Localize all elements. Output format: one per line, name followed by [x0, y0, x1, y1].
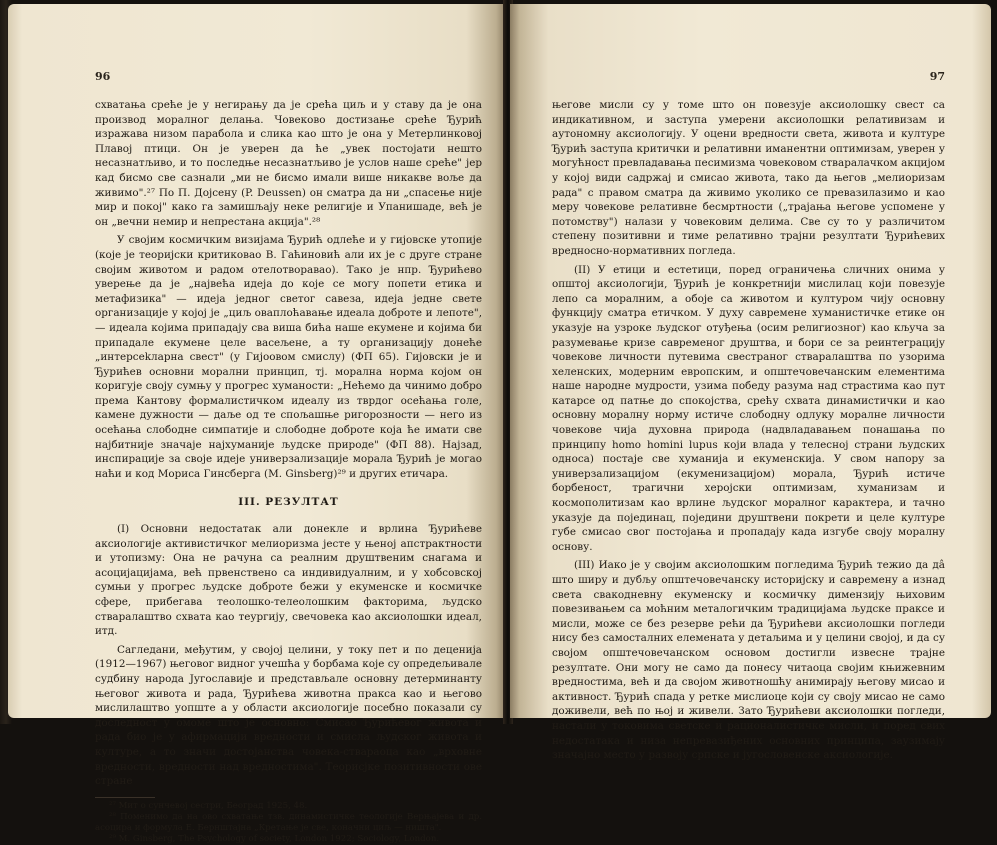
paragraph: (III) Иако је у својим аксиолошким погледима Ђурић тежио да дâ што ширу и дубљу општечовечанску историјску и савремену а изнад света свакодневну екуменску и космичку димензију њиховим повезивањем са моћним металогичким традицијама људске праксе и мисли, може се без резерве рећи да Ђурићеви аксиолошки погледи нису без самосталних елемената у детаљима и у целини својој, и да су својом општечовечанском основом достигли извесне трајне резултате. Они могу не само да понесу читаоца својим књижевним вредностима, већ и да својом животношћу анимирају његову мисао и активност. Ђурић спада у ретке мислиоце који су своју мисао не само доживели, већ по њој и живели. Зато Ђурићеви аксиолошки погледи, настали у токовима светске и рационалистичке мисли, и поред свих недостатака и низа непревазиђених основних принципа, заузимају значајно место у развоју српске и југословенске аксиологије.	[552, 559, 945, 762]
right-page	[510, 4, 991, 762]
paragraph: Сагледани, међутим, у својој целини, у току пет и по деценија (1912—1967) његовог видног учешћа у борбама које су опредељивале судбину народа Југославије и представљале основну детерминанту његовог живота и рада, Ђурићева животна пракса као и његово мислилаштво уопште а у области аксиологије посебно показали су доследност у омоме што је основно: Смисао Ђурићевог живота и рада био је у афирмацији вредности и смисла људског живота и културе, а то значи достојанства човека-ствараоца као „врховне вредности, вредности над вредностима". Теорисјке позитивности ове стране	[95, 643, 482, 788]
page-number-right: 97	[929, 70, 945, 83]
section-heading: III. РЕЗУЛТАТ	[238, 496, 339, 509]
paragraph: (II) У етици и естетици, поред ограничења сличних онима у општој аксиологији, Ђурић је конкретнији мислилац који повезује лепо са моралним, а обоје са животом и културом чију основну функцију сматра етичком. У духу савремене хуманистичке етике он указује на узроке људског отуђења (осим религиозног) као кључа за разумевање кризе савременог друштва, и бори се за реинтеграцију човекове личности путевима свестраног стваралаштва по узорима хеленских, модерним европским, и општечовечанским елементима наше народне мудрости, узима победу разума над страстима као пут катарсе од патње до спокојства, срећу схвата динамистички и као основну моралну норму истиче слободну одлуку моралне личности човекове чија духовна природа (надвладавањем понашања по принципу homo homini lupus који влада у телесној страни људских односа) постаје све хуманија и екуменскија. У свом напору за универзализацијом (екуменизацијом) морала, Ђурић истиче борбеност, трагични херојски оптимизам, хуманизам и космополитизам као врлине људског моралног карактера, и тачно указује да појединац, поједини друштвени покрети и целе културе губе смисао свог постојања и пропадају када изгубе своју моралну основу.	[552, 263, 945, 553]
paragraph: (I) Основни недостатак али донекле и врлина Ђурићеве аксиологије активистичког мелиоризма јесте у њеној апстрактности и утопизму: Она не рачуна са реалним друштвеним снагама и асоцијацијама, већ првенствено са индивидуалним, и у хобсовској сумњи у прогрес људске доброте бежи у екуменске и космичке сфере, прибегава теолошко-телеолошким факторима, људско стваралаштво схвата као теургију, свечовека као аксиолошки идеал, итд.	[95, 523, 482, 638]
footnote-divider	[95, 797, 155, 798]
footnote: ²⁹ M. Ginsberg, The Psychology of society, London 1922; Sociology, London.	[109, 833, 440, 844]
right-body-text	[552, 98, 945, 763]
paragraph: У својим космичким визијама Ђурић одлеће и у гијовске утопије (које је теоријски критиковао В. Гаћиновић али их је с друге стране својим животом и радом отелотворавао). Тако је нпр. Ђурићево уверење да је „највећа идеја до које се могу попети етика и метафизика" — идеја једног светог савеза, идеја једне свете организације у којој је „циљ оваплоћавање идеала доброте и лепоте", — идеала којима припадају сва виша бића наше екумене и којима би припадале екумене целе васељене, а ту организацију донеће „интерсеkларна свест" (у Гијоовом смислу) (ФП 65). Гијовски је и Ђурићев основни морални принцип, тј. морална норма којом он коригује своју сумњу у прогрес хуманости: „Нећемо да чинимо добро према Кантову формалистичком идеалу из тврдог осећања голе, камене дужности — даље од те спољашње ригорозности — него из осећања слободне симпатије и слободне доброте која ће имати све најбитније значаје најхуманије људске природе" (ФП 88). Најзад, инспирације за своје идеје универзализације морала Ђурић је могао наћи и код Мориса Гинсберга (M. Ginsberg)²⁹ и других етичара.	[95, 234, 482, 480]
footnotes	[95, 801, 482, 845]
footnote: ²⁷ Мит о сунчевој сестри, Београд 1925, 48.	[109, 800, 308, 811]
paragraph: схватања среће је у негирању да је срећа циљ и у ставу да је она производ моралног делања. Човеково достизање среће Ђурић изражава низом парабола и слика као што је она у Метерлинковој Плавој птици. Он је уверен да ће „увек постојати нешто несазнатљиво, и то последње несазнатљиво је услов наше среће" јер кад бисмо све сазнали „ми не бисмо имали више никакве воље да живимо".²⁷ По П. Дојсену (P. Deussen) он сматра да ни „спасење ниje мир и покој" како га замишљају неке религије и Упанишаде, већ је он „вечни немир и непрестана акција".²⁸	[95, 99, 482, 228]
left-body-text	[95, 98, 482, 789]
paragraph: његове мисли су у томе што он повезује аксиолошку свест са индикативном, и заступа умерени аксиолошки релативизам и аутономну аксиологију. У оцени вредности света, живота и културе Ђурић заступа критички и релативни иманентни оптимизам, уверен у могућност превладавања песимизма човековом стваралачком акцијом у којој види садржај и смисао живота, тако да његов „мелиоризам рада" с правом сматра да живимо уколико се превазилазимо и као меру човекове релативне бесмртности („трајања његове успомене у потомству") налази у човековим делима. Све су то у различитом степену позитивни и тиме релативно трајни резултати Ђурићевих вредносно-нормативних погледа.	[552, 99, 945, 257]
footnote: ²⁸ Поменимо да на ово схватање тзв. динамистичке теологије Верњајева и др. асоцира и формула Е. Бернштајна „Кретање је све, коначни циљ — ништа".	[95, 811, 482, 833]
page-number-left: 96	[95, 70, 111, 83]
left-page	[8, 4, 506, 844]
